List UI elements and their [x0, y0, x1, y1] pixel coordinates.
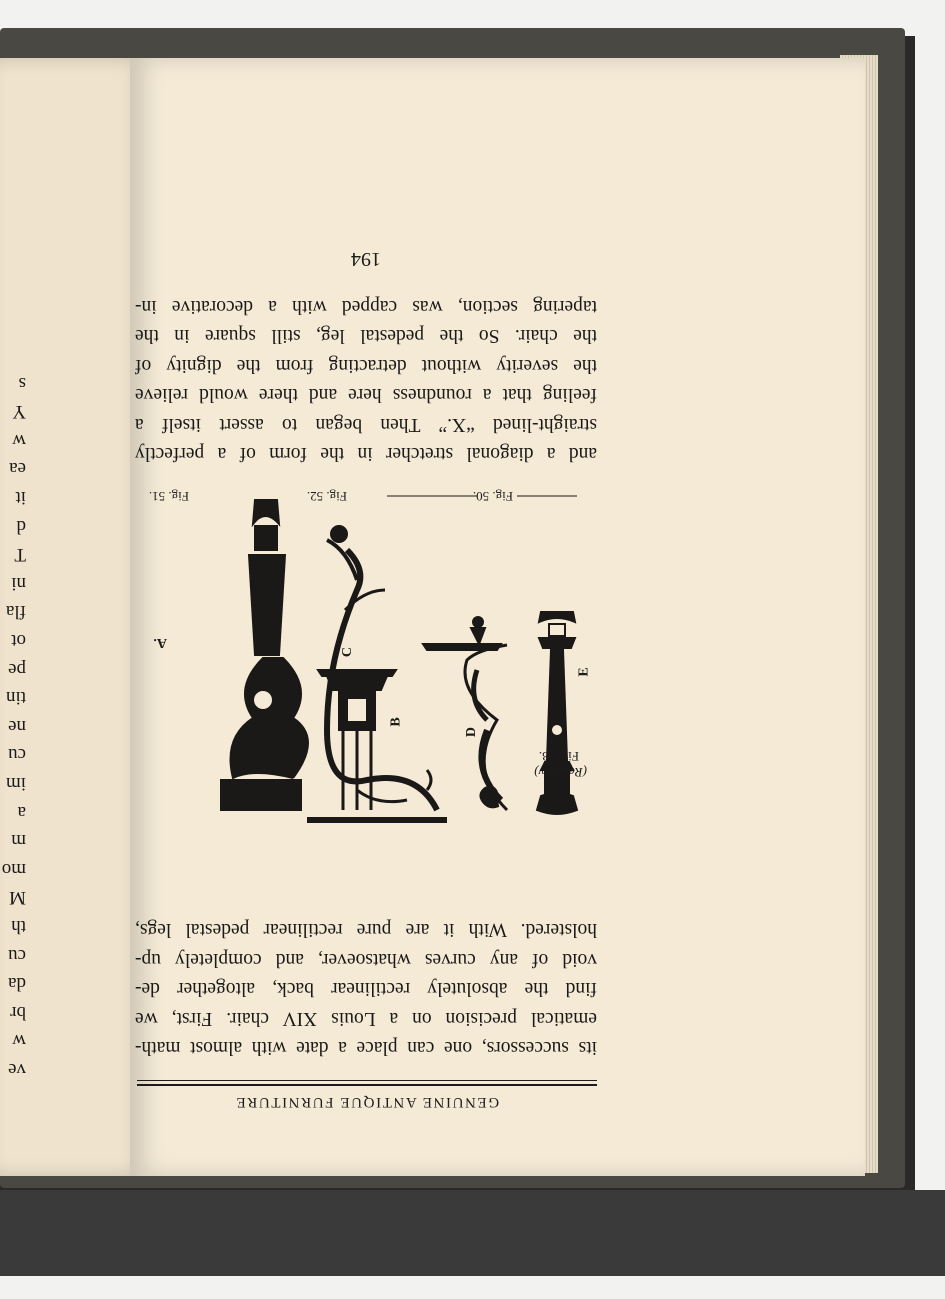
facing-page-fragment: it [15, 487, 26, 508]
paragraph-top [135, 915, 597, 1062]
facing-page-fragment: ea [9, 458, 26, 480]
facing-page-fragment: ni [11, 572, 26, 594]
leg-e-drawing [537, 612, 577, 814]
text-line: the severity without detracting from the dignity of [135, 354, 597, 376]
facing-page-fragment: a [17, 801, 26, 823]
page-number: 194 [351, 248, 381, 270]
text-line: find the absolutely rectilinear back, altogether de- [135, 978, 597, 1000]
head-rule-thin [137, 1080, 597, 1081]
fig-caption-50: Fig. 50. [472, 489, 513, 504]
text-line: straight-lined “X.” Then began to assert itself a [135, 413, 597, 435]
text-line: and a diagonal stretcher in the form of a perfectly [135, 443, 597, 464]
facing-page-fragment: ne [8, 715, 26, 737]
facing-page-fragment: w [12, 429, 26, 451]
facing-page [0, 58, 150, 1176]
facing-page-fragment: ve [8, 1059, 26, 1080]
text-line: void of any curves whatsoever, and completely up- [135, 948, 597, 970]
text-line: its successors, one can place a date with almost math- [135, 1037, 597, 1058]
facing-page-fragment: cu [8, 944, 26, 966]
text-line: ematical precision on a Louis XIV chair. First, we [135, 1007, 597, 1029]
upside-down-content [130, 58, 865, 1176]
facing-page-fragment: d [16, 515, 26, 537]
running-head: GENUINE ANTIQUE FURNITURE [234, 1094, 500, 1110]
fig-caption-51: Fig. 51. [148, 489, 189, 504]
facing-page-fragment: pe [8, 658, 26, 680]
book-page [130, 58, 865, 1176]
facing-page-fragment: m [11, 830, 26, 852]
facing-page-fragment: fla [5, 601, 26, 623]
text-line: feeling that a roundness here and there would relieve [135, 384, 597, 406]
leg-label-d: D [463, 726, 479, 738]
facing-page-fragment: s [18, 372, 26, 394]
facing-page-fragment: T [14, 544, 26, 566]
leg-d-drawing [423, 617, 507, 810]
facing-page-fragment: M [9, 887, 26, 909]
chair-legs-engraving [135, 485, 597, 830]
leg-label-c: C [339, 646, 355, 658]
facing-page-fragment: cu [8, 744, 26, 766]
facing-page-fragment: mo [1, 858, 26, 880]
leg-label-a: A. [153, 635, 167, 650]
fig-caption-53: Fig. 53. [538, 749, 579, 764]
facing-page-fragment: br [10, 1001, 26, 1023]
facing-page-fragment: da [8, 973, 26, 995]
facing-page-fragment: w [12, 1030, 26, 1052]
head-rule-thick [137, 1084, 597, 1086]
text-line: tapering section, was capped with a decorative in- [135, 295, 597, 317]
facing-page-fragment: im [5, 773, 26, 794]
leg-a-drawing [221, 500, 308, 810]
leg-label-b: B [388, 717, 404, 727]
scanner-bottom-margin [0, 1276, 945, 1299]
leg-label-e: E [576, 667, 592, 677]
text-line: holstered. With it are pure rectilinear pedestal legs, [135, 919, 597, 941]
facing-page-fragment: th [11, 916, 26, 937]
facing-page-fragment: ot [11, 630, 26, 651]
facing-page-fragment: Y [12, 401, 26, 423]
facing-page-fragment: tin [5, 687, 26, 709]
scanner-right-margin [915, 0, 945, 1299]
paragraph-bottom [135, 292, 597, 468]
furniture-legs-illustration [135, 485, 597, 830]
text-line: the chair. So the pedestal leg, still square in the [135, 325, 597, 347]
fig-caption-52: Fig. 52. [306, 489, 347, 504]
fig-caption-regency: (Regency) [534, 765, 587, 780]
